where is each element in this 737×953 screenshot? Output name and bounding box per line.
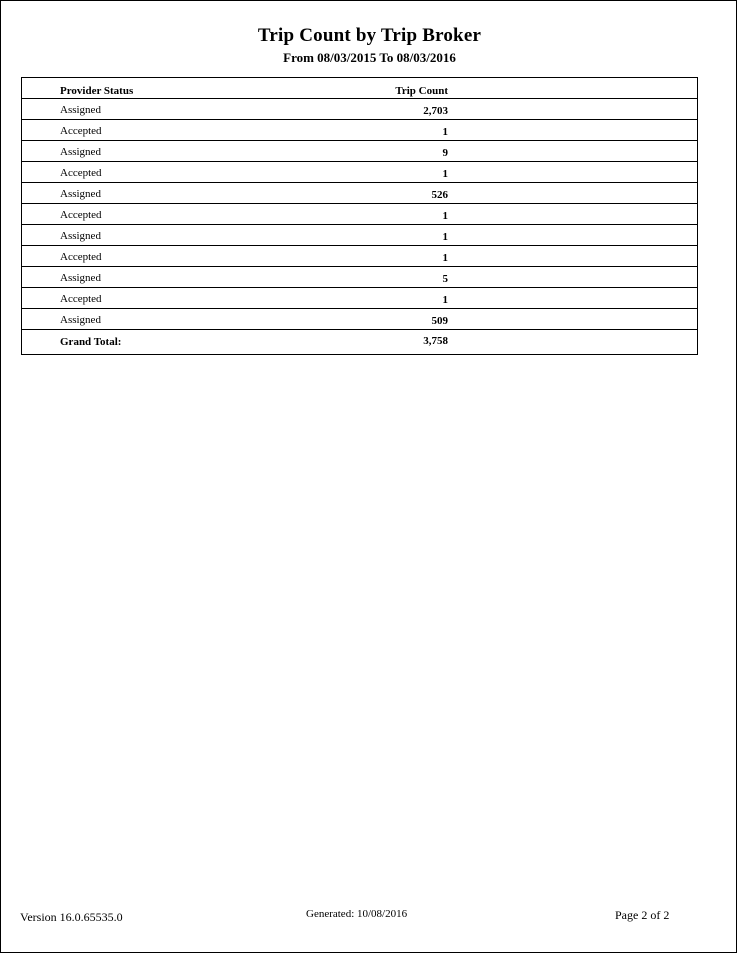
- trip-count-cell: 1: [442, 231, 448, 243]
- table-row: [22, 99, 697, 120]
- table-header-row: [22, 78, 697, 99]
- table-row: [22, 309, 697, 330]
- version-label: Version 16.0.65535.0: [20, 910, 123, 924]
- table-row: [22, 267, 697, 288]
- trip-count-table: [21, 77, 698, 355]
- provider-status-cell: Assigned: [60, 104, 101, 116]
- table-row: [22, 246, 697, 267]
- trip-count-cell: 1: [442, 294, 448, 306]
- table-row: [22, 288, 697, 309]
- grand-total-label: Grand Total:: [60, 336, 122, 348]
- report-date-range: From 08/03/2015 To 08/03/2016: [283, 50, 456, 65]
- header-trip-count: Trip Count: [395, 85, 448, 97]
- generated-date: Generated: 10/08/2016: [306, 908, 408, 920]
- report-title: Trip Count by Trip Broker: [257, 25, 482, 46]
- header-provider-status: Provider Status: [60, 85, 134, 97]
- table-row: [22, 183, 697, 204]
- trip-count-cell: 509: [431, 315, 448, 327]
- provider-status-cell: Assigned: [60, 188, 101, 200]
- provider-status-cell: Accepted: [60, 125, 102, 137]
- table-row: [22, 162, 697, 183]
- table-row: [22, 225, 697, 246]
- provider-status-cell: Assigned: [60, 314, 101, 326]
- trip-count-cell: 1: [442, 210, 448, 222]
- provider-status-cell: Assigned: [60, 146, 101, 158]
- provider-status-cell: Accepted: [60, 293, 102, 305]
- trip-count-cell: 2,703: [423, 105, 448, 117]
- trip-count-cell: 5: [442, 273, 448, 285]
- trip-count-cell: 1: [442, 252, 448, 264]
- grand-total-row: [22, 330, 697, 351]
- table-row: [22, 141, 697, 162]
- grand-total-value: 3,758: [423, 335, 448, 347]
- provider-status-cell: Accepted: [60, 209, 102, 221]
- table-row: [22, 120, 697, 141]
- trip-count-cell: 1: [442, 126, 448, 138]
- provider-status-cell: Assigned: [60, 230, 101, 242]
- trip-count-cell: 9: [442, 147, 448, 159]
- page-number: Page 2 of 2: [615, 908, 670, 922]
- table-row: [22, 204, 697, 225]
- trip-count-cell: 526: [431, 189, 448, 201]
- provider-status-cell: Accepted: [60, 251, 102, 263]
- trip-count-cell: 1: [442, 168, 448, 180]
- provider-status-cell: Accepted: [60, 167, 102, 179]
- provider-status-cell: Assigned: [60, 272, 101, 284]
